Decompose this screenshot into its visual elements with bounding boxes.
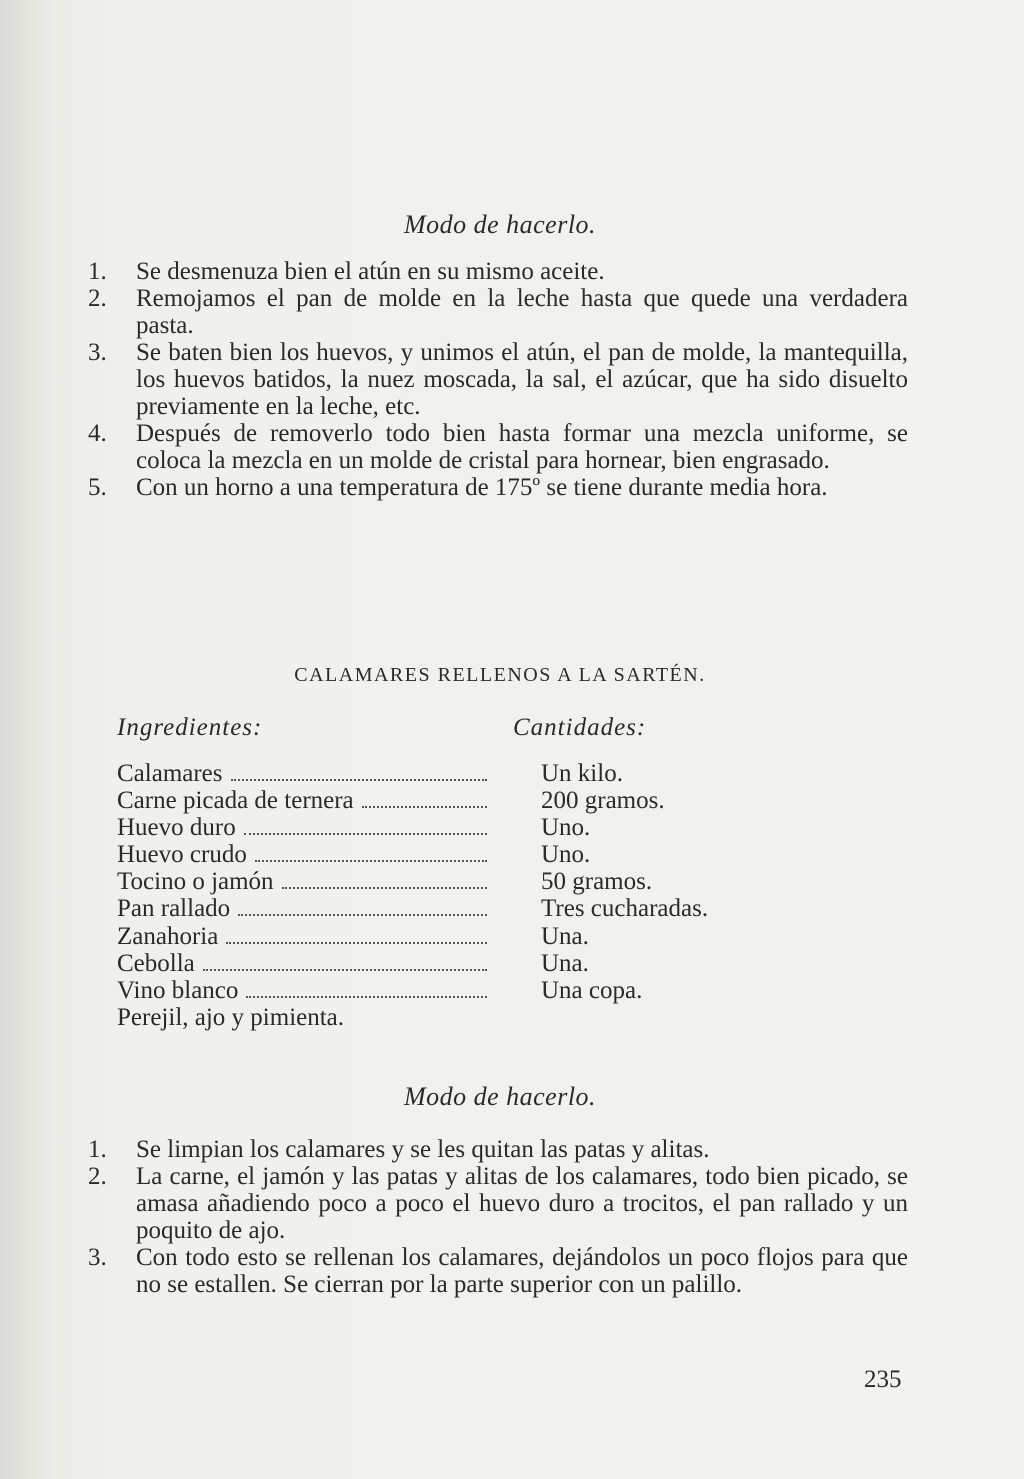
- dot-leader: [238, 913, 487, 916]
- ingredient-row: [117, 977, 487, 1004]
- quantities-list: [541, 760, 901, 1004]
- ingredient-row: [117, 923, 487, 950]
- ingredient-row: [117, 950, 487, 977]
- quantity-value: 50 gramos.: [541, 868, 653, 896]
- step-text: Se limpian los calamares y se les quitan las patas y alitas.: [136, 1136, 710, 1163]
- dot-leader: [203, 968, 487, 971]
- quantity-value: Una.: [541, 949, 589, 977]
- list-item: [88, 420, 908, 474]
- ingredient-name: Tocino o jamón: [117, 868, 274, 896]
- quantity-value: Uno.: [541, 814, 591, 842]
- list-item: [88, 339, 908, 420]
- dot-leader: [231, 778, 487, 781]
- quantity-value: 200 gramos.: [541, 787, 665, 815]
- quantity-value: Un kilo.: [541, 760, 623, 787]
- ingredient-name: Cebolla: [117, 949, 195, 977]
- step-text: La carne, el jamón y las patas y alitas de los calamares, todo bien picado, se amasa añadiendo poco a poco el huevo duro a trocitos, el pan rallado y un poquito de ajo.: [136, 1163, 908, 1244]
- ingredient-name: Carne picada de ternera: [117, 787, 354, 815]
- ingredient-name: Calamares: [117, 760, 223, 787]
- step-text: Se baten bien los huevos, y unimos el atún, el pan de molde, la mantequilla, los huevos batidos, la nuez moscada, la sal, el azúcar, que ha sido disuelto previamente en la leche, etc.: [136, 339, 908, 420]
- method-steps-2: [88, 1136, 908, 1298]
- list-item: [88, 285, 908, 339]
- quantity-value: Una copa.: [541, 976, 643, 1004]
- list-item: [88, 258, 908, 285]
- ingredients-list: [117, 760, 487, 1031]
- ingredient-row: [117, 787, 487, 814]
- ingredient-row: [117, 814, 487, 841]
- step-number: 1.: [88, 1136, 107, 1163]
- quantity-value: Tres cucharadas.: [541, 895, 709, 923]
- step-text: Después de removerlo todo bien hasta formar una mezcla uniforme, se coloca la mezcla en un molde de cristal para hornear, bien engrasado.: [136, 420, 908, 474]
- ingredient-row: [117, 868, 487, 895]
- step-number: 2.: [88, 285, 107, 312]
- method-steps-1: [88, 258, 908, 501]
- dot-leader: [362, 805, 487, 808]
- dot-leader: [255, 859, 487, 862]
- extra-ingredient: Perejil, ajo y pimienta.: [117, 1003, 345, 1031]
- dot-leader: [282, 886, 487, 889]
- ingredient-row: [117, 841, 487, 868]
- step-number: 2.: [88, 1163, 107, 1190]
- step-number: 4.: [88, 420, 107, 447]
- list-item: [88, 1244, 908, 1298]
- quantities-header: Cantidades:: [513, 714, 647, 741]
- list-item: [88, 474, 908, 501]
- dot-leader: [246, 995, 487, 998]
- ingredient-name: Zanahoria: [117, 922, 219, 950]
- ingredient-row: [117, 760, 487, 787]
- recipe-title: CALAMARES RELLENOS A LA SARTÉN.: [294, 664, 706, 686]
- ingredient-row: [117, 895, 487, 922]
- dot-leader: [226, 941, 487, 944]
- ingredient-name: Vino blanco: [117, 976, 239, 1004]
- list-item: [88, 1163, 908, 1244]
- ingredient-name: Pan rallado: [117, 895, 231, 923]
- section-heading-method-1: Modo de hacerlo.: [403, 210, 597, 239]
- step-text: Remojamos el pan de molde en la leche hasta que quede una verdadera pasta.: [136, 285, 908, 339]
- section-heading-method-2: Modo de hacerlo.: [403, 1082, 597, 1111]
- ingredients-header: Ingredientes:: [117, 714, 263, 741]
- page-number: 235: [864, 1366, 902, 1393]
- step-number: 1.: [88, 258, 107, 285]
- ingredient-name: Huevo crudo: [117, 841, 247, 869]
- step-number: 3.: [88, 1244, 107, 1271]
- step-number: 5.: [88, 474, 107, 501]
- quantity-value: Una.: [541, 922, 589, 950]
- step-number: 3.: [88, 339, 107, 366]
- step-text: Con un horno a una temperatura de 175º se tiene durante media hora.: [136, 474, 828, 501]
- quantity-value: Uno.: [541, 841, 591, 869]
- step-text: Con todo esto se rellenan los calamares, dejándolos un poco flojos para que no se estallen. Se cierran por la parte superior con un palillo.: [136, 1244, 908, 1298]
- ingredient-name: Huevo duro: [117, 814, 236, 842]
- list-item: [88, 1136, 908, 1163]
- dot-leader: [244, 832, 487, 835]
- step-text: Se desmenuza bien el atún en su mismo aceite.: [136, 258, 605, 285]
